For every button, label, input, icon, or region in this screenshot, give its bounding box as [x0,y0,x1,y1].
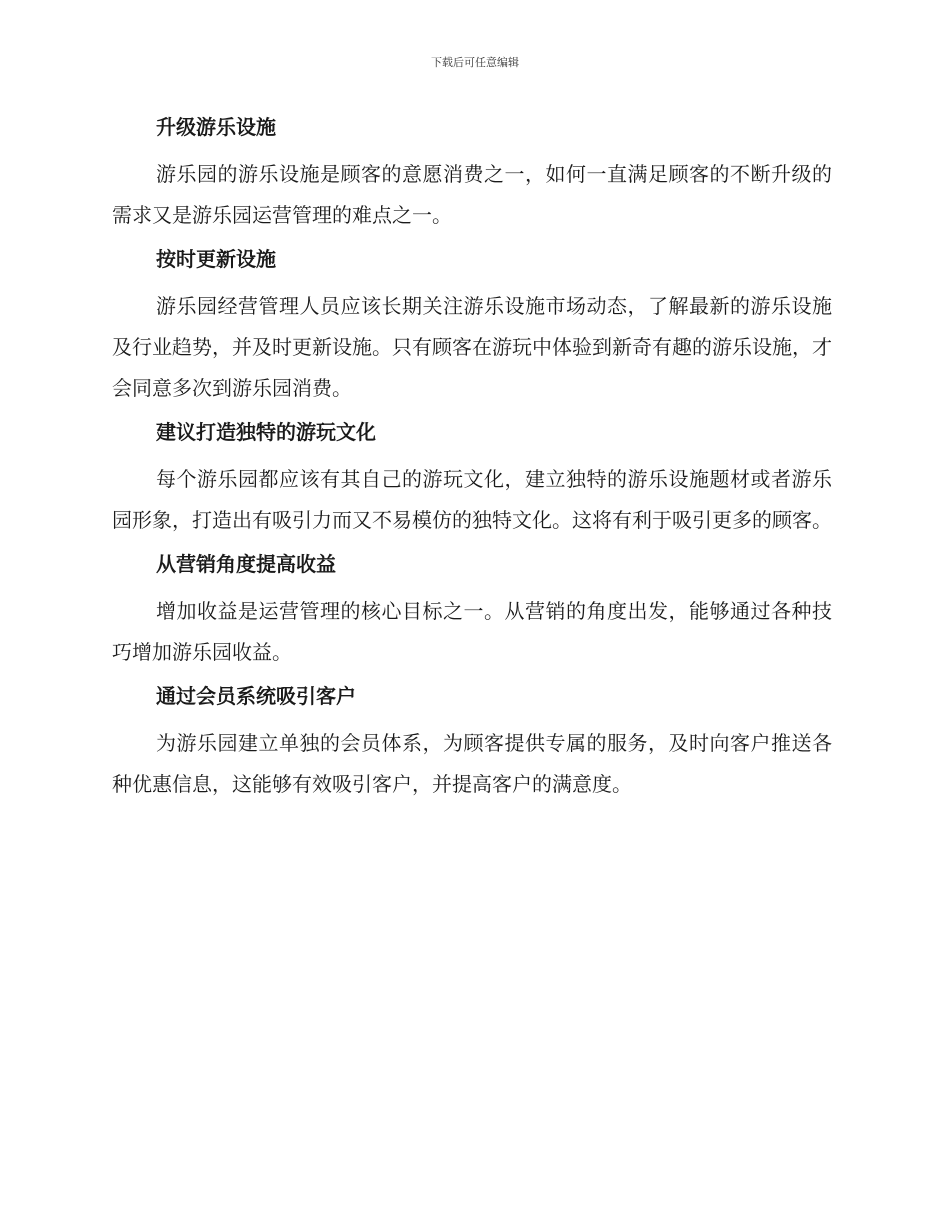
section-heading: 建议打造独特的游玩文化 [156,420,376,444]
document-body [112,110,832,811]
section-paragraph: 每个游乐园都应该有其自己的游玩文化，建立独特的游乐设施题材或者游乐园形象，打造出有吸引力而又不易模仿的独特文化。这将有利于吸引更多的顾客。 [112,467,832,532]
section-heading: 升级游乐设施 [156,115,276,139]
section [112,110,832,236]
section-heading: 通过会员系统吸引客户 [156,684,356,708]
section-heading: 从营销角度提高收益 [156,552,336,576]
section-paragraph: 为游乐园建立单独的会员体系，为顾客提供专属的服务，及时向客户推送各种优惠信息，这能够有效吸引客户，并提高客户的满意度。 [112,731,832,796]
section [112,679,832,805]
section [112,415,832,541]
page-header: 下载后可任意编辑 [431,56,519,69]
section-heading: 按时更新设施 [156,247,276,271]
section-paragraph: 游乐园的游乐设施是顾客的意愿消费之一，如何一直满足顾客的不断升级的需求又是游乐园运营管理的难点之一。 [112,162,832,227]
section [112,242,832,409]
section [112,547,832,673]
section-paragraph: 游乐园经营管理人员应该长期关注游乐设施市场动态，了解最新的游乐设施及行业趋势，并及时更新设施。只有顾客在游玩中体验到新奇有趣的游乐设施，才会同意多次到游乐园消费。 [112,294,832,400]
section-paragraph: 增加收益是运营管理的核心目标之一。从营销的角度出发，能够通过各种技巧增加游乐园收益。 [112,599,832,664]
